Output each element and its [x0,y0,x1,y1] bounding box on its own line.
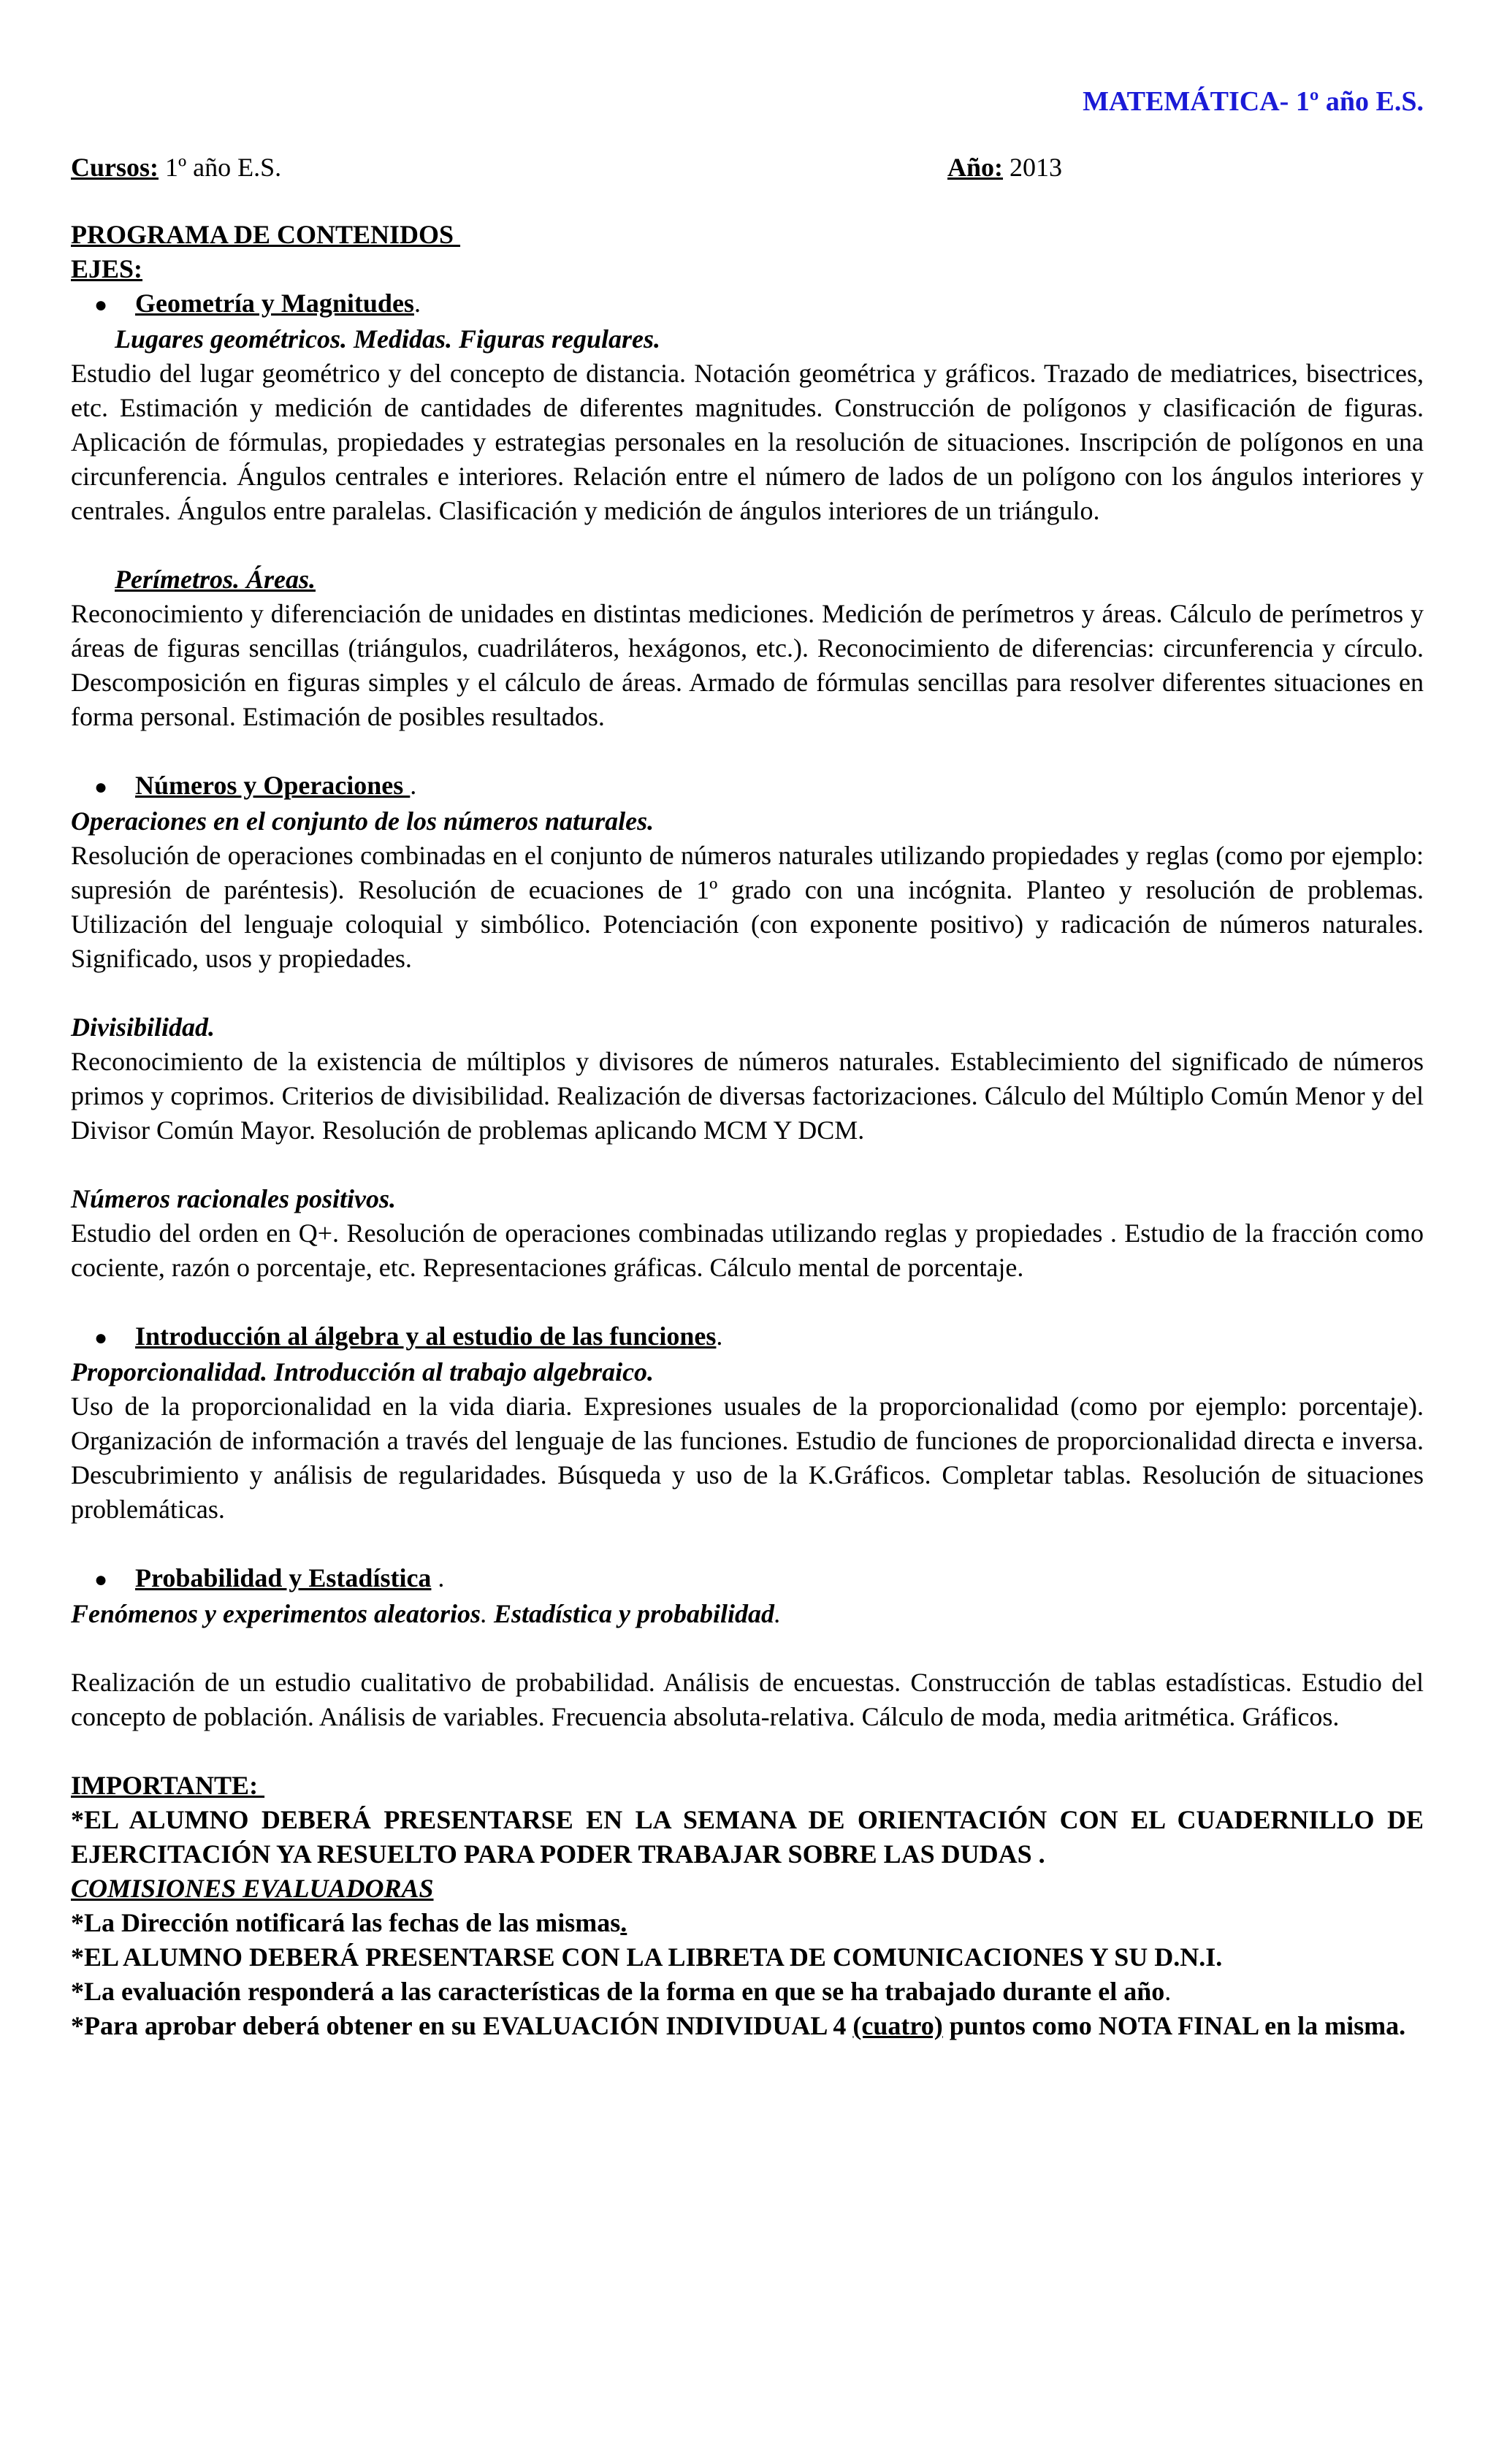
cursos-label: Cursos: [71,153,159,182]
paragraph: Reconocimiento y diferenciación de unidades en distintas mediciones. Medición de perímetros y áreas. Cálculo de perímetros y áreas de figuras sencillas (triángulos, cuadriláteros, hexágonos, etc.). Reconocimiento de diferencias: circunferencia y círculo. Descomposición en figuras simples y el cálculo de áreas. Armado de fórmulas sencillas para resolver diferentes situaciones en forma personal. Estimación de posibles resultados. [71,599,1424,731]
paragraph: Estudio del orden en Q+. Resolución de operaciones combinadas utilizando reglas y propiedades . Estudio de la fracción como cociente, razón o porcentaje, etc. Representaciones gráficas. Cálculo mental de porcentaje. [71,1218,1424,1282]
meta-row [71,150,1424,185]
section-title-algebra: Introducción al álgebra y al estudio de las funciones [135,1321,717,1351]
anio-label: Año: [947,153,1004,182]
section-suffix: . [716,1321,723,1351]
subsection-title: Divisibilidad. [71,1012,215,1042]
important-line: *La evaluación responderá a las características de la forma en que se ha trabajado durante el año. [71,1977,1172,2006]
subsection-title: Fenómenos y experimentos aleatorios. Estadística y probabilidad. [71,1599,782,1628]
bullet-icon: ● [94,1568,108,1592]
important-line: *Para aprobar deberá obtener en su EVALUACIÓN INDIVIDUAL 4 (cuatro) puntos como NOTA FINAL en la misma. [71,2011,1406,2040]
paragraph: Uso de la proporcionalidad en la vida diaria. Expresiones usuales de la proporcionalidad (como por ejemplo: porcentaje). Organización de información a través del lenguaje de las funciones. Estudio de funciones de proporcionalidad directa e inversa. Descubrimiento y análisis de regularidades. Búsqueda y uso de la K.Gráficos. Completar tablas. Resolución de situaciones problemáticas. [71,1392,1424,1524]
section-suffix: . [410,771,417,800]
subject-header: MATEMÁTICA- 1º año E.S. [1083,86,1424,117]
bullet-icon: ● [94,293,108,317]
cursos-value: 1º año E.S. [159,153,282,182]
subsection-title: Lugares geométricos. Medidas. Figuras regulares. [115,324,661,354]
comisiones-title: COMISIONES EVALUADORAS [71,1874,434,1903]
bullet-icon: ● [94,1326,108,1350]
section-title-numeros: Números y Operaciones [135,771,411,800]
bullet-algebra [94,1319,1424,1355]
subsection-title: Proporcionalidad. Introducción al trabajo algebraico. [71,1357,654,1387]
bullet-numeros [94,768,1424,804]
document-page [71,85,1424,2043]
subsection-title: Perímetros. Áreas. [115,565,316,594]
important-title: IMPORTANTE: [71,1771,265,1800]
cursos-field [71,153,281,182]
subsection-title: Operaciones en el conjunto de los números naturales. [71,806,654,836]
ejes-label: EJES: [71,254,143,283]
paragraph: Reconocimiento de la existencia de múltiplos y divisores de números naturales. Establecimiento del significado de números primos y coprimos. Criterios de divisibilidad. Realización de diversas factorizaciones. Cálculo del Múltiplo Común Menor y del Divisor Común Mayor. Resolución de problemas aplicando MCM Y DCM. [71,1047,1424,1145]
anio-field [947,150,1062,185]
paragraph: Estudio del lugar geométrico y del concepto de distancia. Notación geométrica y gráficos. Trazado de mediatrices, bisectrices, etc. Estimación y medición de cantidades de diferentes magnitudes. Construcción de polígonos y clasificación de figuras. Aplicación de fórmulas, propiedades y estrategias personales en la resolución de situaciones. Inscripción de polígonos en una circunferencia. Ángulos centrales e interiores. Relación entre el número de lados de un polígono con los ángulos interiores y centrales. Ángulos entre paralelas. Clasificación y medición de ángulos interiores de un triángulo. [71,359,1424,525]
anio-value: 2013 [1003,153,1063,182]
section-title-geometria: Geometría y Magnitudes [135,289,414,318]
section-suffix: . [413,289,421,318]
program-heading [71,218,1424,286]
subsection-title: Números racionales positivos. [71,1184,397,1213]
bullet-geometria [94,286,1424,322]
section-title-probabilidad: Probabilidad y Estadística [135,1563,432,1593]
section-suffix: . [431,1563,445,1593]
important-line: *EL ALUMNO DEBERÁ PRESENTARSE EN LA SEMANA DE ORIENTACIÓN CON EL CUADERNILLO DE EJERCITACIÓN YA RESUELTO PARA PODER TRABAJAR SOBRE LAS DUDAS . [71,1805,1424,1869]
bullet-icon: ● [94,775,108,799]
important-line: *EL ALUMNO DEBERÁ PRESENTARSE CON LA LIBRETA DE COMUNICACIONES Y SU D.N.I. [71,1942,1223,1972]
program-title: PROGRAMA DE CONTENIDOS [71,220,461,249]
bullet-probabilidad [94,1561,1424,1597]
paragraph: Resolución de operaciones combinadas en el conjunto de números naturales utilizando propiedades y reglas (como por ejemplo: supresión de paréntesis). Resolución de ecuaciones de 1º grado con una incógnita. Planteo y resolución de problemas. Utilización del lenguaje coloquial y simbólico. Potenciación (con exponente positivo) y radicación de números naturales. Significado, usos y propiedades. [71,841,1424,973]
important-line: *La Dirección notificará las fechas de las mismas. [71,1908,627,1937]
paragraph: Realización de un estudio cualitativo de probabilidad. Análisis de encuestas. Construcción de tablas estadísticas. Estudio del concepto de población. Análisis de variables. Frecuencia absoluta-relativa. Cálculo de moda, media aritmética. Gráficos. [71,1668,1424,1731]
